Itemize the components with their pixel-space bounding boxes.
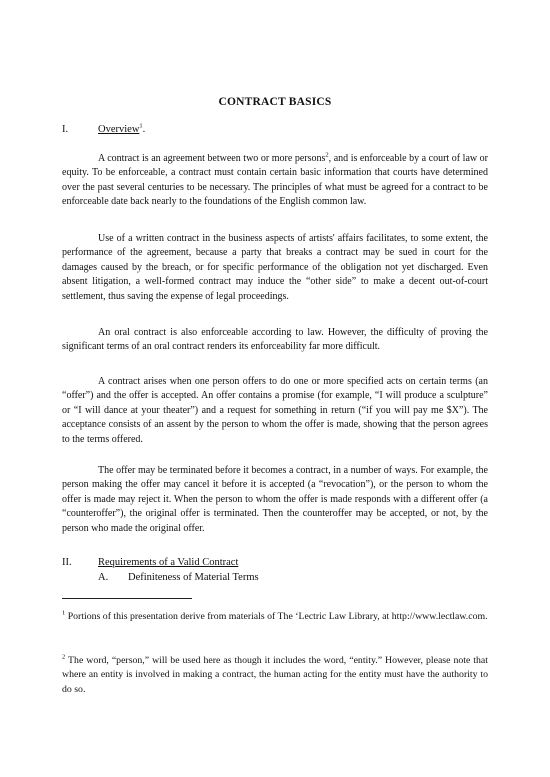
section-2-heading [62, 557, 238, 568]
footnote-ref-1: 1 [139, 122, 143, 130]
footnote-2 [62, 654, 488, 697]
section-1-heading [62, 124, 145, 135]
section-2-number: II. [62, 557, 72, 568]
section-1-number: I. [62, 124, 69, 135]
paragraph-1-text-a: A contract is an agreement between two or more persons [98, 153, 326, 164]
section-2-title: Requirements of a Valid Contract [98, 557, 239, 568]
paragraph-4: A contract arises when one person offers to do one or more specified acts on certain terms (an “offer”) and the offer is accepted. An offer contains a promise (for example, “I will produce a sculpture” or “I will dance at your theater”) and a request for something in return (“if you will pay me $X”). The acceptance consists of an assent by the person to whom the offer is made, showing that the person agrees to the terms offered. [62, 376, 488, 445]
paragraph-2: Use of a written contract in the business aspects of artists' affairs facilitates, to some extent, the performance of the agreement, because a party that breaks a contract may be sued in court for the damages caused by the breach, or for specific performance of the obligation not yet discharged. Even absent litigation, a well-formed contract may induce the “other side” to make a decent out-of-court settlement, thus saving the expense of legal proceedings. [62, 233, 488, 302]
subsection-a-heading [98, 572, 259, 583]
footnote-1-number: 1 [62, 609, 66, 617]
section-1-title: Overview [98, 124, 140, 135]
paragraph-1-text-b: , and is enforceable by a court of law or equity. To be enforceable, a contract must contain certain basic information that courts have determined over the past several centuries to be necessary. The principles of what must be agreed for a contract to be enforceable date back nearly to the foundations of the English common law. [62, 153, 488, 208]
paragraph-1 [62, 152, 488, 210]
section-1-tail: . [142, 124, 146, 135]
footnote-separator [62, 598, 192, 599]
paragraph-5: The offer may be terminated before it becomes a contract, in a number of ways. For example, the person making the offer may cancel it before it is accepted (a “revocation”), or the person to whom the offer is made may reject it. When the person to whom the offer is made responds with a different offer (a “counteroffer”), the original offer is terminated. Then the counteroffer may be accepted, or not, by the person who made the original offer. [62, 465, 488, 534]
footnote-1-text: Portions of this presentation derive from materials of The ‘Lectric Law Library, at http://www.lectlaw.com. [65, 611, 488, 622]
paragraph-3: An oral contract is also enforceable according to law. However, the difficulty of proving the significant terms of an oral contract renders its enforceability far more difficult. [62, 327, 488, 353]
footnote-2-number: 2 [62, 653, 66, 661]
footnote-1 [62, 610, 488, 624]
footnote-2-text: The word, “person,” will be used here as though it includes the word, “entity.” However, please note that where an entity is involved in making a contract, the human acting for the entity must have the authority to do so. [62, 655, 488, 695]
footnote-ref-2: 2 [325, 151, 329, 159]
subsection-a-title: Definiteness of Material Terms [128, 572, 259, 583]
subsection-a-number: A. [98, 572, 109, 583]
document-title: CONTRACT BASICS [218, 96, 332, 108]
